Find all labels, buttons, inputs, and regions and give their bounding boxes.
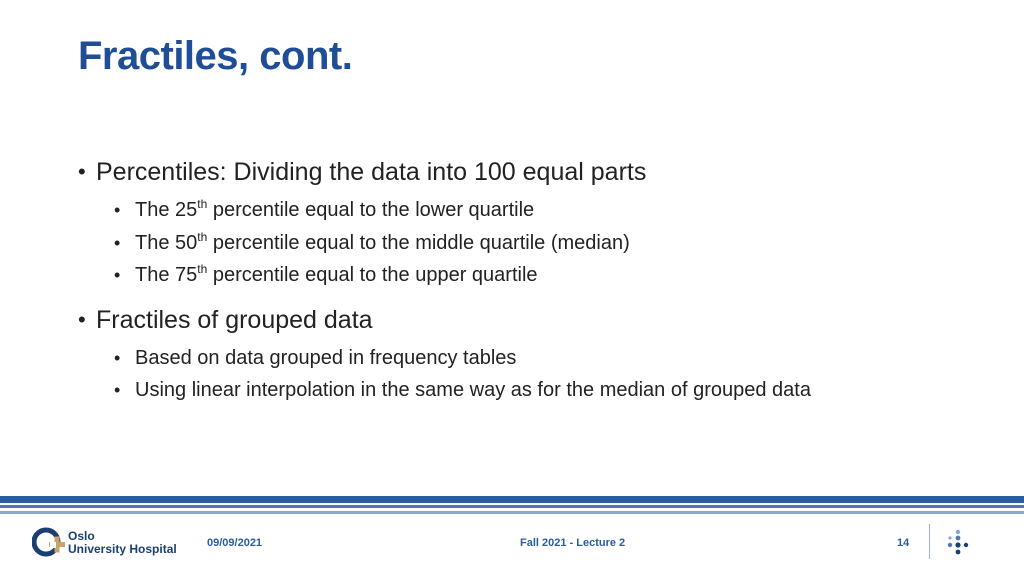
footer-stripe-light [0, 511, 1024, 514]
sub-bullet-50th [78, 227, 998, 260]
bullet-dot: • [114, 347, 121, 368]
footer-date: 09/09/2021 [207, 537, 263, 549]
sub-bullet-25th [78, 194, 998, 227]
logo-text [68, 530, 177, 556]
dot-cross-icon [945, 529, 971, 555]
sub-bullet-frequency-tables [78, 342, 998, 375]
footer-lecture: Fall 2021 - Lecture 2 [520, 537, 626, 549]
sub-bullet-linear-interpolation [78, 374, 998, 407]
sub-bullet-pre: The 25 [135, 199, 198, 221]
sub-bullet-pre: The 50 [135, 231, 198, 254]
bullet-text: Fractiles of grouped data [96, 305, 373, 334]
page-number: 14 [897, 537, 910, 549]
oslo-university-hospital-logo [32, 527, 182, 561]
sub-bullet-75th [78, 259, 998, 292]
bullet-dot: • [78, 159, 86, 184]
bullet-dot: • [114, 380, 121, 400]
sub-bullet-list [78, 342, 998, 407]
logo-line-hospital: University Hospital [68, 542, 177, 556]
sub-bullet-text: Using linear interpolation in the same way as for the median of grouped data [135, 379, 811, 401]
ordinal-suffix: th [197, 197, 208, 211]
bullet-dot: • [114, 200, 121, 220]
footer-stripe-dark [0, 496, 1024, 503]
sub-bullet-post: percentile equal to the middle quartile (median) [207, 231, 630, 254]
sub-bullet-post: percentile equal to the upper quartile [207, 264, 538, 286]
bullet-list [78, 150, 998, 407]
sub-bullet-post: percentile equal to the lower quartile [207, 199, 535, 221]
slide-title: Fractiles, cont. [78, 34, 353, 78]
bullet-grouped-fractiles [78, 298, 998, 342]
bullet-dot: • [114, 265, 121, 285]
bullet-dot: • [114, 232, 121, 253]
hospital-logo-icon [32, 527, 66, 559]
bullet-percentiles [78, 150, 998, 194]
sub-bullet-list [78, 194, 998, 292]
bullet-dot: • [78, 306, 86, 332]
ordinal-suffix: th [197, 229, 208, 244]
sub-bullet-pre: The 75 [135, 264, 198, 286]
bullet-text: Percentiles: Dividing the data into 100 equal parts [96, 158, 647, 186]
footer-stripe-mid [0, 505, 1024, 508]
ordinal-suffix: th [197, 262, 208, 276]
logo-line-oslo: Oslo [68, 529, 95, 543]
sub-bullet-text: Based on data grouped in frequency tables [135, 346, 517, 369]
footer-divider [929, 524, 930, 559]
